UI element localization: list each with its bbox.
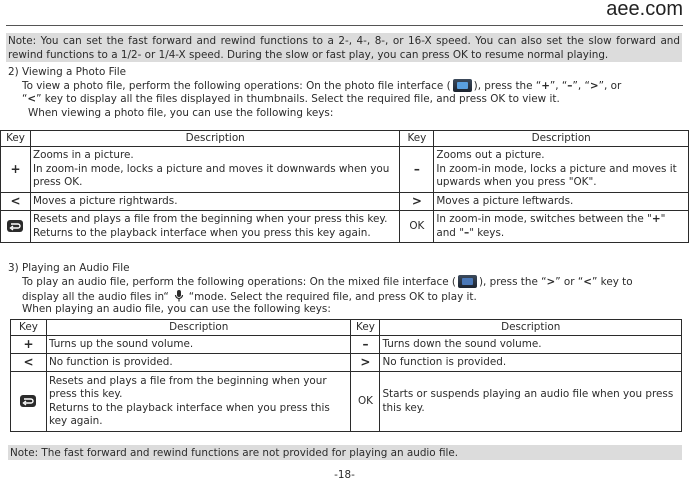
col-header-description: Description <box>30 131 399 147</box>
description-cell: No function is provided. <box>380 354 682 372</box>
description-cell: Resets and plays a file from the beginning when your press this key. Returns to the playback interface when you press this key again. <box>46 372 351 432</box>
table-header-row <box>11 320 682 336</box>
description-cell: Moves a picture leftwards. <box>434 193 689 211</box>
key-loop <box>11 372 47 432</box>
key-ok: OK <box>400 211 434 243</box>
key-minus: – <box>351 336 380 354</box>
key-right: > <box>351 354 380 372</box>
table-header-row <box>1 131 689 147</box>
col-header-key: Key <box>1 131 31 147</box>
note-bottom: Note: The fast forward and rewind functions are not provided for playing an audio file. <box>8 445 682 460</box>
photo-keys-intro: When viewing a photo file, you can use the following keys: <box>28 107 334 119</box>
key-right: > <box>400 193 434 211</box>
microphone-icon <box>173 289 185 303</box>
col-header-description: Description <box>46 320 351 336</box>
table-row <box>1 211 689 243</box>
table-row <box>1 193 689 211</box>
audio-instructions-line1: To play an audio file, perform the following operations: On the mixed file interface ( ), press the “>” or “<” key to <box>22 276 633 288</box>
photo-instructions-line1: To view a photo file, perform the following operations: On the photo file interface ( ), press the “+”, “–”, “>”, or <box>22 80 622 92</box>
description-cell: Starts or suspends playing an audio file when you press this key. <box>380 372 682 432</box>
photo-section-heading: 2) Viewing a Photo File <box>8 66 126 78</box>
loop-icon <box>7 220 23 232</box>
key-left: < <box>1 193 31 211</box>
col-header-key: Key <box>11 320 47 336</box>
description-cell: Turns down the sound volume. <box>380 336 682 354</box>
audio-keys-intro: When playing an audio file, you can use the following keys: <box>22 303 331 315</box>
col-header-description: Description <box>380 320 682 336</box>
audio-keys-table <box>10 319 682 432</box>
key-plus: + <box>1 147 31 193</box>
photo-file-icon <box>453 79 472 92</box>
description-cell: Moves a picture rightwards. <box>30 193 399 211</box>
table-row <box>11 372 682 432</box>
key-loop <box>1 211 31 243</box>
description-cell: Zooms out a picture. In zoom-in mode, locks a picture and moves it upwards when you press "OK". <box>434 147 689 193</box>
table-row <box>1 147 689 193</box>
loop-icon <box>20 395 36 407</box>
page-number: -18- <box>334 469 355 481</box>
col-header-description: Description <box>434 131 689 147</box>
description-cell: Turns up the sound volume. <box>46 336 351 354</box>
key-minus: – <box>400 147 434 193</box>
description-cell: No function is provided. <box>46 354 351 372</box>
mixed-file-icon <box>458 275 477 288</box>
photo-keys-table <box>0 130 689 243</box>
audio-instructions-line2: display all the audio files in“ “mode. Select the required file, and press OK to play it. <box>22 291 477 303</box>
table-row <box>11 336 682 354</box>
key-ok: OK <box>351 372 380 432</box>
note-top: Note: You can set the fast forward and rewind functions to a 2-, 4-, 8-, or 16-X speed. You can also set the slow forward and rewind functions to a 1/2- or 1/4-X speed. During the slow or fast play, you can press OK to resume normal playing. <box>8 35 680 61</box>
col-header-key: Key <box>400 131 434 147</box>
col-header-key: Key <box>351 320 380 336</box>
key-plus: + <box>11 336 47 354</box>
audio-section-heading: 3) Playing an Audio File <box>8 262 130 274</box>
description-cell: Zooms in a picture. In zoom-in mode, locks a picture and moves it downwards when you press OK. <box>30 147 399 193</box>
description-cell: Resets and plays a file from the beginning when your press this key. Returns to the playback interface when you press this key again. <box>30 211 399 243</box>
table-row <box>11 354 682 372</box>
photo-instructions-line2: “<” key to display all the files displayed in thumbnails. Select the required file, and press OK to view it. <box>22 93 560 105</box>
brand-logo-text: aee.com <box>606 0 683 20</box>
key-left: < <box>11 354 47 372</box>
description-cell: In zoom-in mode, switches between the "+" and "–" keys. <box>434 211 689 243</box>
header-rule <box>6 25 683 26</box>
